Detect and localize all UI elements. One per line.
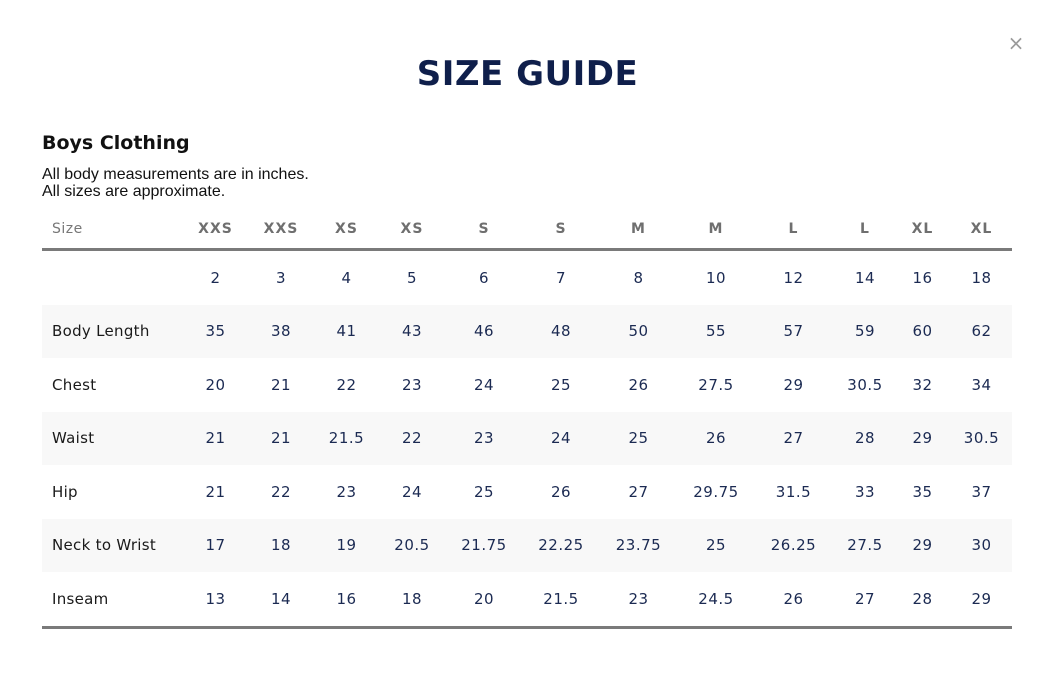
table-cell: 23	[401, 375, 423, 394]
table-cell: 27.5	[698, 375, 734, 394]
table-cell: 28	[894, 572, 951, 627]
table-cell: 4	[341, 268, 352, 287]
table-cell: 29	[783, 375, 804, 394]
row-label: Waist	[42, 412, 180, 466]
table-cell: 23.75	[596, 519, 681, 573]
table-cell: 43	[382, 305, 442, 359]
table-cell: 26	[550, 482, 572, 501]
row-label	[42, 250, 180, 305]
size-header: XXS	[180, 210, 251, 250]
table-cell: 28	[836, 412, 894, 466]
table-cell: 21.5	[526, 572, 596, 627]
table-cell: 62	[951, 305, 1012, 359]
table-cell: 30	[951, 519, 1012, 573]
table-cell: 30.5	[951, 412, 1012, 466]
table-cell: 26	[681, 412, 751, 466]
table-cell: 20.5	[382, 519, 442, 573]
table-cell: 21	[251, 412, 311, 466]
table-header-row	[42, 210, 1012, 250]
section-title: Boys Clothing	[42, 132, 190, 154]
table-cell: 31.5	[775, 482, 812, 501]
table-cell: 38	[251, 305, 311, 359]
table-cell: 18	[382, 572, 442, 627]
table-cell: 27.5	[836, 519, 894, 573]
size-header: XL	[894, 210, 951, 250]
table-cell: 25	[550, 375, 572, 394]
table-row	[42, 412, 1012, 466]
table-cell: 13	[180, 572, 251, 627]
table-cell: 18	[971, 268, 992, 287]
table-cell: 26	[751, 572, 836, 627]
row-label: Body Length	[42, 305, 180, 359]
table-row	[42, 358, 1012, 412]
table-cell: 25	[681, 519, 751, 573]
table-cell: 27	[628, 482, 649, 501]
table-cell: 7	[555, 268, 567, 287]
table-cell: 5	[406, 268, 418, 287]
table-cell: 19	[311, 519, 382, 573]
row-label: Chest	[52, 375, 97, 394]
table-cell: 57	[751, 305, 836, 359]
size-header: S	[442, 210, 526, 250]
table-cell: 16	[912, 268, 933, 287]
table-cell: 26.25	[751, 519, 836, 573]
table-cell: 23	[596, 572, 681, 627]
size-header: M	[596, 210, 681, 250]
measurement-note: All body measurements are in inches.	[42, 166, 309, 183]
table-cell: 29	[951, 572, 1012, 627]
table-cell: 59	[836, 305, 894, 359]
table-cell: 35	[180, 305, 251, 359]
table-cell: 21.5	[311, 412, 382, 466]
table-cell: 20	[442, 572, 526, 627]
table-cell: 22	[382, 412, 442, 466]
table-cell: 29	[894, 519, 951, 573]
table-cell: 20	[205, 375, 226, 394]
table-cell: 23	[336, 482, 357, 501]
table-cell: 17	[180, 519, 251, 573]
size-header-label: Size	[42, 210, 180, 250]
table-row	[42, 465, 1012, 519]
table-cell: 6	[478, 268, 490, 287]
size-header: L	[751, 210, 836, 250]
size-header: L	[836, 210, 894, 250]
table-cell: 55	[681, 305, 751, 359]
table-cell: 46	[442, 305, 526, 359]
table-cell: 25	[596, 412, 681, 466]
table-cell: 18	[251, 519, 311, 573]
size-header: XXS	[251, 210, 311, 250]
table-cell: 34	[971, 375, 992, 394]
page-title: SIZE GUIDE	[416, 54, 639, 94]
close-icon[interactable]: ×	[1007, 31, 1025, 55]
table-cell: 23	[442, 412, 526, 466]
table-cell: 24	[473, 375, 495, 394]
table-cell: 16	[311, 572, 382, 627]
table-row	[42, 572, 1012, 627]
table-cell: 50	[596, 305, 681, 359]
size-header: S	[526, 210, 596, 250]
table-cell: 21	[205, 482, 226, 501]
table-cell: 8	[633, 268, 644, 287]
table-cell: 29	[894, 412, 951, 466]
size-table	[42, 210, 1012, 629]
table-cell: 14	[251, 572, 311, 627]
table-row	[42, 519, 1012, 573]
table-cell: 14	[854, 268, 876, 287]
table-cell: 29.75	[693, 482, 739, 501]
table-cell: 2	[210, 268, 221, 287]
size-header: M	[681, 210, 751, 250]
table-cell: 22	[270, 482, 292, 501]
table-cell: 21.75	[442, 519, 526, 573]
size-header: XS	[382, 210, 442, 250]
table-cell: 33	[854, 482, 876, 501]
table-row	[42, 305, 1012, 359]
table-cell: 37	[971, 482, 992, 501]
table-cell: 3	[275, 268, 287, 287]
table-cell: 22.25	[526, 519, 596, 573]
table-cell: 25	[473, 482, 495, 501]
table-cell: 24	[526, 412, 596, 466]
table-cell: 24.5	[681, 572, 751, 627]
size-header: XS	[311, 210, 382, 250]
table-cell: 60	[894, 305, 951, 359]
table-cell: 35	[912, 482, 933, 501]
row-label: Hip	[52, 482, 78, 501]
approximate-note: All sizes are approximate.	[42, 183, 226, 200]
table-cell: 22	[336, 375, 357, 394]
table-row	[42, 250, 1012, 305]
table-cell: 41	[311, 305, 382, 359]
table-cell: 30.5	[847, 375, 883, 394]
table-cell: 26	[628, 375, 649, 394]
table-cell: 27	[836, 572, 894, 627]
table-cell: 12	[783, 268, 804, 287]
size-header: XL	[951, 210, 1012, 250]
table-cell: 10	[705, 268, 727, 287]
table-cell: 27	[751, 412, 836, 466]
table-cell: 24	[401, 482, 423, 501]
table-cell: 48	[526, 305, 596, 359]
table-cell: 21	[180, 412, 251, 466]
row-label: Neck to Wrist	[42, 519, 180, 573]
row-label: Inseam	[42, 572, 180, 627]
table-cell: 32	[912, 375, 933, 394]
table-cell: 21	[270, 375, 292, 394]
